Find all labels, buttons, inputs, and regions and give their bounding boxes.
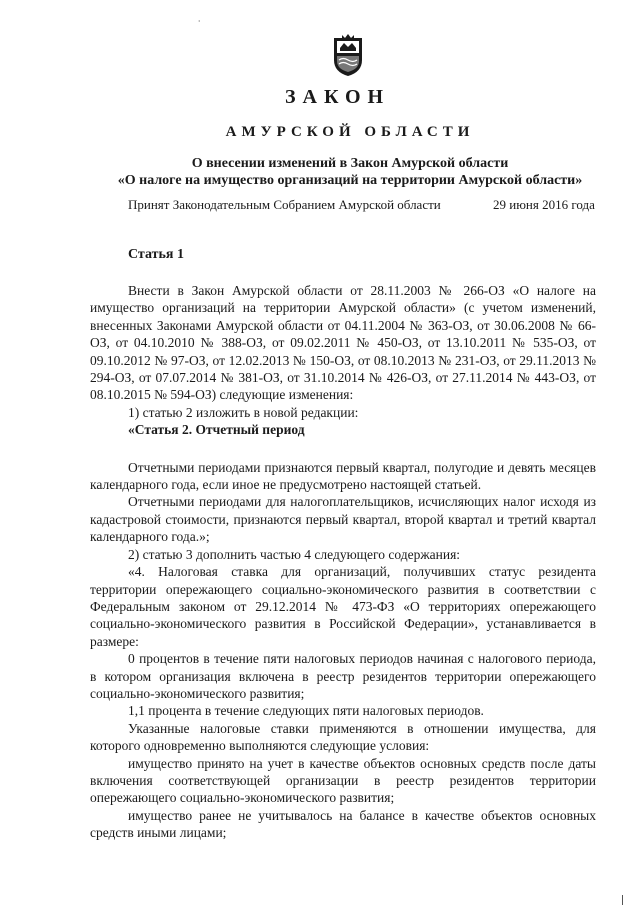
law-subtitle bbox=[80, 155, 620, 189]
paragraph: «4. Налоговая ставка для организаций, получивших статус резидента территории опережающего социально-экономического развития в соответствии с Федеральным законом от 29.12.2014 № 473-ФЗ «О территориях опережающего социально-экономического развития в Российской Федерации», устанавливается в размере: bbox=[90, 564, 596, 649]
scan-edge-mark bbox=[622, 895, 623, 905]
region-title: АМУРСКОЙ ОБЛАСТИ bbox=[225, 124, 475, 140]
paragraph: имущество принято на учет в качестве объектов основных средств после даты включения соответствующей организации в реестр резидентов территории опережающего социально-экономического развития; bbox=[90, 755, 596, 806]
coat-of-arms-icon bbox=[328, 34, 368, 78]
article-body bbox=[90, 282, 596, 842]
document-type-title: ЗАКОН bbox=[284, 86, 391, 108]
spacer bbox=[90, 439, 596, 459]
subtitle-line: О внесении изменений в Закон Амурской области bbox=[191, 156, 509, 171]
adopted-date: 29 июня 2016 года bbox=[493, 197, 595, 212]
paragraph: Отчетными периодами признаются первый квартал, полугодие и девять месяцев календарного года, если иное не предусмотрено настоящей статьей. bbox=[90, 459, 596, 493]
paragraph: Внести в Закон Амурской области от 28.11.2003 № 266-ОЗ «О налоге на имущество организаций на территории Амурской области» (с учетом изменений, внесенных Законами Амурской области от 04.11.2004 № 363-ОЗ, от 30.06.2008 № 66-ОЗ, от 04.10.2010 № 388-ОЗ, от 09.02.2011 № 450-ОЗ, от 13.10.2011 № 535-ОЗ, от 09.10.2012 № 97-ОЗ, от 12.02.2013 № 150-ОЗ, от 08.10.2013 № 231-ОЗ, от 29.11.2013 № 294-ОЗ, от 07.07.2014 № 381-ОЗ, от 31.10.2014 № 426-ОЗ, от 27.11.2014 № 443-ОЗ, от 08.10.2015 № 594-ОЗ) следующие изменения: bbox=[90, 283, 596, 403]
adopted-by: Принят Законодательным Собранием Амурской области bbox=[128, 197, 441, 212]
paragraph: 1,1 процента в течение следующих пяти налоговых периодов. bbox=[128, 703, 484, 719]
paragraph: 2) статью 3 дополнить частью 4 следующего содержания: bbox=[128, 546, 461, 562]
paragraph: Отчетными периодами для налогоплательщиков, исчисляющих налог исходя из кадастровой стоимости, признаются первый квартал, второй квартал и третий квартал календарного года.»; bbox=[90, 494, 596, 545]
paragraph: имущество ранее не учитывалось на балансе в качестве объектов основных средств иными лицами; bbox=[90, 807, 596, 841]
new-article-heading: «Статья 2. Отчетный период bbox=[128, 422, 305, 438]
paragraph: 1) статью 2 изложить в новой редакции: bbox=[128, 404, 359, 420]
paragraph: 0 процентов в течение пяти налоговых периодов начиная с налогового периода, в котором организация включена в реестр резидентов территории опережающего социально-экономического развития; bbox=[90, 651, 596, 701]
scan-artifact: ⸱ bbox=[198, 16, 201, 26]
subtitle-line: «О налоге на имущество организаций на территории Амурской области» bbox=[117, 173, 583, 188]
paragraph: Указанные налоговые ставки применяются в отношении имущества, для которого одновременно выполняются следующие условия: bbox=[90, 720, 596, 754]
article-heading: Статья 1 bbox=[128, 247, 184, 262]
